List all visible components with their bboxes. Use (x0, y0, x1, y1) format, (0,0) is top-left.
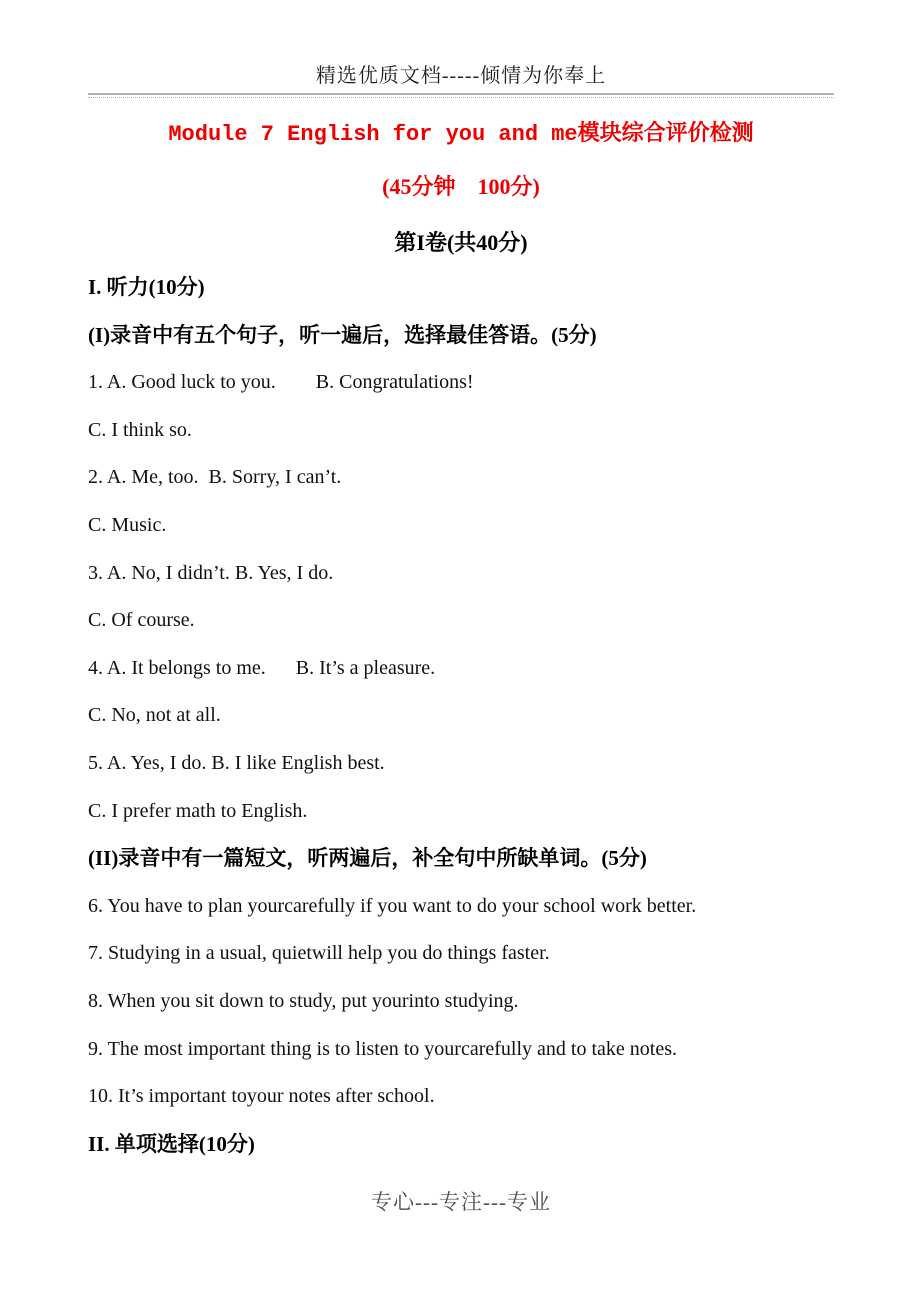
question-3-options-ab: 3. A. No, I didn’t. B. Yes, I do. (88, 561, 334, 584)
question-3-option-c: C. Of course. (88, 609, 195, 632)
section-2-multiple-choice-heading: II. 单项选择(10分) (88, 1131, 255, 1156)
question-9: 9. The most important thing is to listen to yourcarefully and to take notes. (88, 1037, 677, 1060)
section-1-listening-heading: I. 听力(10分) (88, 275, 205, 299)
time-and-score-subtitle: (45分钟 100分) (382, 174, 540, 199)
document-title: Module 7 English for you and me模块综合评价检测 (168, 122, 754, 147)
question-5-options-ab: 5. A. Yes, I do. B. I like English best. (88, 751, 385, 774)
question-2-option-c: C. Music. (88, 513, 167, 536)
question-10: 10. It’s important toyour notes after school. (88, 1085, 435, 1108)
question-7: 7. Studying in a usual, quietwill help you do things faster. (88, 942, 550, 965)
question-6: 6. You have to plan yourcarefully if you want to do your school work better. (88, 894, 697, 917)
question-5-option-c: C. I prefer math to English. (88, 799, 308, 822)
question-1-option-c: C. I think so. (88, 418, 192, 441)
question-2-options-ab: 2. A. Me, too. B. Sorry, I can’t. (88, 466, 342, 489)
page-header-text: 精选优质文档-----倾情为你奉上 (315, 65, 607, 87)
part-1-instructions: (I)录音中有五个句子，听一遍后，选择最佳答语。(5分) (88, 322, 597, 347)
header-divider-rule (88, 93, 834, 98)
question-4-options-ab: 4. A. It belongs to me. B. It’s a pleasure. (88, 656, 436, 679)
question-8: 8. When you sit down to study, put yourinto studying. (88, 989, 519, 1012)
part-2-instructions: (II)录音中有一篇短文，听两遍后，补全句中所缺单词。(5分) (88, 846, 647, 871)
question-1-options-ab: 1. A. Good luck to you. B. Congratulations! (88, 371, 474, 394)
page-footer-text: 专心---专注---专业 (371, 1190, 551, 1215)
volume-heading: 第I卷(共40分) (394, 230, 528, 255)
question-4-option-c: C. No, not at all. (88, 704, 221, 727)
document-body (88, 264, 834, 1168)
